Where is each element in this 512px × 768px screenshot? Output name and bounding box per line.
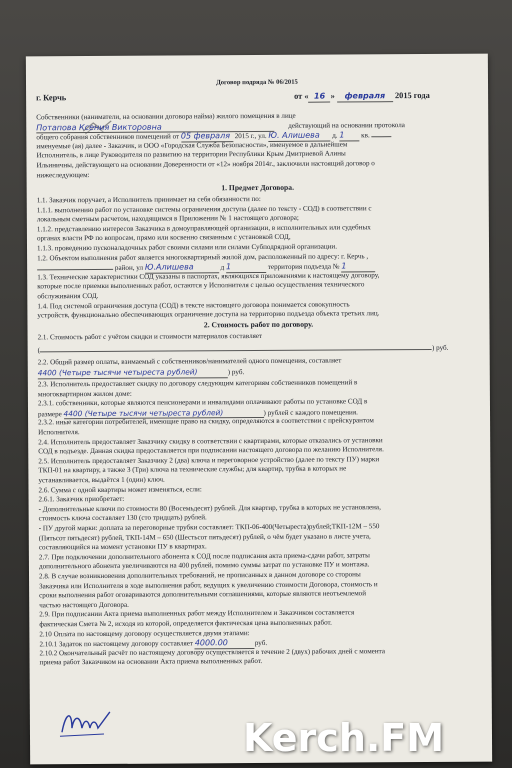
clause-2-3: 2.3. Исполнитель предоставляет скидку по договору следующим категориям собственников помещений в [37, 378, 358, 389]
clause-2-1: 2.1. Стоимость работ с учётом скидки и стоимости материалов составляет [37, 331, 263, 342]
clause-1-2: 1.2. Объектом выполнения работ является многоквартирный жилой дом, расположенный по адресу: г. Керчь , [37, 251, 369, 262]
house-number-2: 1 [226, 262, 266, 273]
clause-1-3-cont-2: обслуживания СОД. [37, 291, 99, 301]
city: г. Керчь [36, 93, 67, 103]
clause-2-2: 2.2. Общий размер оплаты, взимаемый с собственников/нанимателей одного помещения, составляет [37, 356, 342, 367]
clause-2-7: 2.7. При подключении дополнительного абонента к СОД после подписания акта приема-сдачи работ, затраты [38, 551, 370, 562]
clause-2-3-2: 2.3.2. иные категории потребителей, имеющие право на скидку, определяются в соответствии с прейскурантом [38, 416, 374, 427]
clause-1-4-cont: устройств, функционально обеспечивающих ограничение доступа на территорию подъезда объекта третьих лиц. [37, 309, 380, 320]
clause-2-9-cont: фактическая Смета № 2, исходя из которой, определяется фактическая цена выполненных работ. [39, 618, 332, 629]
preamble-line-7: нижеследующем: [36, 170, 90, 179]
clause-2-3-1: 2.3.1. собственники, которые являются пенсионерами и инвалидами оплачивают работы по установке СОД в [37, 397, 368, 408]
preamble-line-4: именуемые (ая) далее - Заказчик, и ООО «Городская Служба Безопасности», именуемое в дальнейшем [36, 140, 348, 151]
advance-amount: 4000.00 [195, 638, 255, 649]
clause-1-1-1: 1.1.1. выполнению работ по установке системы ограничения доступа (далее по тексту - СОД) в соответствии с [36, 203, 372, 214]
clause-2-8-cont-2: сроки выполнения работ оговариваются дополнительными соглашениями, которые являются неотъемлемой [39, 589, 367, 600]
clause-intercom: - ПУ другой марки: доплата за переговорные трубки составляет: ТКП-06-400(Четыреста)рублей;ТКП-12М – 550 [38, 522, 380, 533]
clause-1-2-address: район, ул Ю.Алишева д 1 территория подъезда № 1 [37, 261, 375, 274]
clause-2-10-2-cont: приема работ Заказчиком на основании Акта приема выполненных работ. [39, 657, 263, 667]
section-2-heading: 2. Стоимость работ по договору. [203, 319, 314, 330]
clause-intercom-cont-2: составляющийся на момент установки ПУ в квартирах. [38, 542, 207, 552]
district-blank [37, 269, 113, 270]
clause-2-10-1: 2.10.1 Задаток по настоящему договору составляет 4000.00 руб. [39, 638, 268, 649]
clause-2-3-2-cont: Исполнителя. [38, 428, 80, 437]
clause-2-10: 2.10 Оплата по настоящему договору осуществляется двумя этапами: [39, 628, 250, 638]
pensioner-amount: 4400 (Четыре тысячи четыреста рублей) [64, 408, 264, 420]
preamble-line-1: Собственники (наниматели, на основании договора найма) жилого помещения в лице [36, 111, 296, 122]
clause-intercom-cont: (Пятьсот пятьдесят) рублей, ТКП-14М – 650 (Шестьсот пятьдесят) рублей, о чём будет указано в листе учета, [38, 531, 371, 542]
clause-1-3-cont: которые после приемки выполненных работ, остаются у Исполнителя с целью осуществления технического [37, 280, 365, 291]
clause-2-2-amount: 4400 (Четыре тысячи четыреста рублей) ) руб. [37, 367, 245, 378]
clause-1-1-2-cont: органах власти РФ по вопросам, прямо или косвенно связанным с установкой СОД, [36, 233, 291, 243]
preamble-line-3: общего собрания собственников помещений от 05 февраля 2015 г., ул. Ю. Алишева д. 1 кв. [36, 130, 391, 143]
date-day: 16 [309, 92, 331, 103]
clause-2-5: 2.5. Исполнитель предоставляет Заказчику 2 (два) ключа и переговорное устройство (далее по тексту ПУ) марки [38, 455, 380, 466]
clause-keys: - Дополнительные ключи по стоимости 80 (Восемьдесят) рублей. Для квартир, трубка в которых не установлена, [38, 503, 381, 514]
clause-1-4: 1.4. Под системой ограничения доступа (СОД) в тексте настоящего договора понимается совокупность [37, 300, 350, 310]
kerch-fm-watermark: Kerch.FM [243, 716, 445, 760]
clause-2-4: 2.4. Исполнитель предоставляет Заказчику скидку в соответствии с квартирами, которые отказались от установки [38, 435, 383, 446]
section-1-heading: 1. Предмет Договора. [221, 182, 295, 193]
clause-1-1-2: 1.1.2. представлению интересов Заказчика в домоуправляющей организации, в исполнительных или судебных [36, 223, 371, 234]
clause-2-7-cont: дополнительного абонента увеличиваются на 400 рублей, помимо суммы затрат по установке ПУ и монтажа. [38, 560, 370, 571]
clause-2-9: 2.9. При подписании Акта приема выполненных работ между Исполнителем и Заказчиком составляется [39, 608, 355, 619]
clause-2-4-cont: СОД в подъезде. Данная скидка предоставляется при подписании настоящего договора по желанию Исполнителя. [38, 445, 384, 456]
clause-1-1: 1.1. Заказчик поручает, а Исполнитель принимает на себя обязанности по: [36, 194, 261, 205]
contract-page [26, 54, 492, 765]
clause-2-3-cont: многоквартирном жилом доме: [37, 389, 132, 398]
apartment-blank [372, 136, 392, 137]
clause-1-1-3: 1.1.3. проведению пусконаладочных работ своими силами или силами Субподрядной организации. [36, 242, 338, 253]
clause-2-6: 2.6. Сумма с одной квартиры может изменяться, если: [38, 484, 202, 494]
entrance-number: 1 [341, 261, 375, 272]
work-cost-blank [40, 349, 432, 352]
clause-1-3: 1.3. Технические характеристики СОД указаны в паспортах, являющихся приложениями к настоящему договору, [37, 271, 380, 282]
clause-2-8-cont: Заказчика или Исполнителя в ходе выполнения работ, ведущих к увеличению стоимости Договора, стоимость и [39, 579, 378, 590]
clause-keys-cont: стоимость ключа составляет 130 (сто тридцать) рублей. [38, 513, 207, 523]
clause-1-1-1-cont: локальным сметным расчетом, находящимся в Приложении № 1 настоящего договора; [36, 213, 299, 224]
clause-2-8: 2.8. В случае возникновения дополнительных требований, не прописанных в данном договоре со стороны [38, 570, 361, 581]
clause-2-6-1: 2.6.1. Заказчик приобретает: [38, 495, 125, 504]
street: Ю. Алишева [268, 131, 330, 142]
clause-2-1-amount: ( ) руб. [37, 343, 449, 355]
clause-2-10-2: 2.10.2 Окончательный расчёт по настоящему договору осуществляется в течение 2 (двух) рабочих дней с момента [39, 647, 385, 658]
protocol-date: 05 февраля [181, 131, 233, 142]
clause-2-5-cont: ТКП-01 на квартиру, а также 3 (Три) ключа на технические службы; для квартир, трубка в которых не [38, 464, 347, 475]
clause-2-5-cont-2: устанавливается, выдаётся 1 (один) ключ. [38, 475, 165, 485]
clause-2-8-cont-3: частью настоящего Договора. [39, 600, 129, 610]
house-number: 1 [339, 131, 359, 142]
signature-icon [58, 706, 118, 740]
date-month: февраля [337, 91, 393, 102]
street-2: Ю.Алишева [145, 262, 219, 273]
contract-date: от « 16 » февраля 2015 года [294, 90, 430, 101]
preamble-line-6: Ильиничны, действующего на основании Доверенности от «12» ноября 2014г., заключили настоящий договор о [36, 159, 375, 170]
clause-2-3-1-amount: размере 4400 (Четыре тысячи четыреста рублей) ) рублей с каждого помещения. [38, 408, 358, 419]
preamble-line-5: Исполнитель, в лице Руководителя по развитию на территории Республики Крым Дмитриевой Алины [36, 149, 346, 160]
total-per-apartment: 4400 (Четыре тысячи четыреста рублей) [38, 367, 228, 379]
owner-name: Потапова Ксения Викторовна [36, 122, 162, 132]
document-title: Договор подряда № 06/2015 [216, 78, 298, 87]
preamble-line-2: действующий на основании протокола [288, 120, 405, 130]
